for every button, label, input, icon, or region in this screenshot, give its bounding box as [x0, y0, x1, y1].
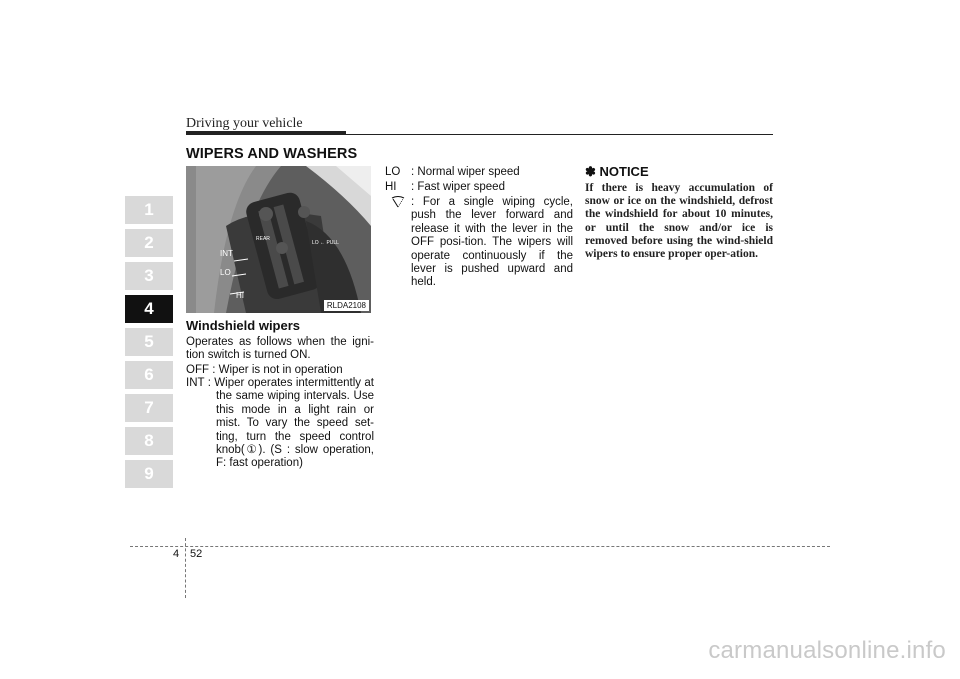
lo-text: : Normal wiper speed — [411, 166, 520, 178]
wiper-figure — [186, 166, 371, 313]
chapter-tab-8[interactable]: 8 — [125, 427, 173, 455]
chapter-tab-4[interactable]: 4 — [125, 295, 173, 323]
lo-key: LO — [385, 166, 401, 178]
mode-hi — [385, 181, 573, 194]
footer-chapter-number: 4 — [173, 548, 180, 560]
chapter-tab-2[interactable]: 2 — [125, 229, 173, 257]
wiper-lever-illustration — [186, 166, 371, 313]
off-key: OFF — [186, 364, 209, 376]
footer-divider — [185, 538, 186, 598]
header-rule-thick — [186, 131, 346, 135]
label-lo-pull: LO ← PULL — [312, 240, 339, 246]
section-title: WIPERS AND WASHERS — [186, 146, 358, 162]
chapter-tab-7[interactable]: 7 — [125, 394, 173, 422]
int-definition — [186, 377, 374, 471]
single-text: : For a single wiping cycle, push the lever forward and release it with the lever in the OFF posi-tion. The wipers will operate continuously if the lever is pushed upward and held. — [411, 196, 573, 289]
chapter-tab-6[interactable]: 6 — [125, 361, 173, 389]
header-title: Driving your vehicle — [186, 116, 303, 131]
mode-single — [385, 196, 573, 290]
windshield-intro: Operates as follows when the igni-tion switch is turned ON. — [186, 336, 374, 362]
int-key: INT — [186, 377, 205, 389]
hi-key: HI — [385, 181, 397, 193]
watermark: carmanualsonline.info — [708, 637, 946, 664]
chapter-tab-1[interactable]: 1 — [125, 196, 173, 224]
footer-page-number: 52 — [190, 548, 203, 560]
header-rule-thin — [346, 134, 773, 135]
chapter-tab-9[interactable]: 9 — [125, 460, 173, 488]
label-hi: HI — [236, 291, 244, 300]
chapter-tab-5[interactable]: 5 — [125, 328, 173, 356]
mode-lo — [385, 166, 573, 179]
notice-title: ✽ NOTICE — [585, 164, 649, 179]
label-lo: LO — [220, 268, 231, 277]
off-text: : Wiper is not in operation — [212, 364, 343, 376]
footer-rule — [130, 546, 830, 547]
int-text: : Wiper operates intermittently at the same wiping intervals. Use this mode in a light rain or mist. To vary the speed set-ting, turn the speed control knob(①). (S : slow operation, F: fast operation) — [207, 377, 374, 470]
off-definition — [186, 364, 374, 377]
chapter-tab-3[interactable]: 3 — [125, 262, 173, 290]
figure-caption: RLDA2108 — [324, 300, 369, 311]
windshield-wipers-heading: Windshield wipers — [186, 318, 301, 333]
label-rear: REAR — [256, 236, 270, 242]
hi-text: : Fast wiper speed — [411, 181, 505, 193]
notice-text: If there is heavy accumulation of snow or ice on the windshield, defrost the windshield for about 10 minutes, or until the snow and/or ice is removed before using the wind-shield wipers to ensure proper oper-ation. — [585, 182, 773, 261]
label-int: INT — [220, 249, 233, 258]
single-wipe-icon — [391, 196, 405, 208]
